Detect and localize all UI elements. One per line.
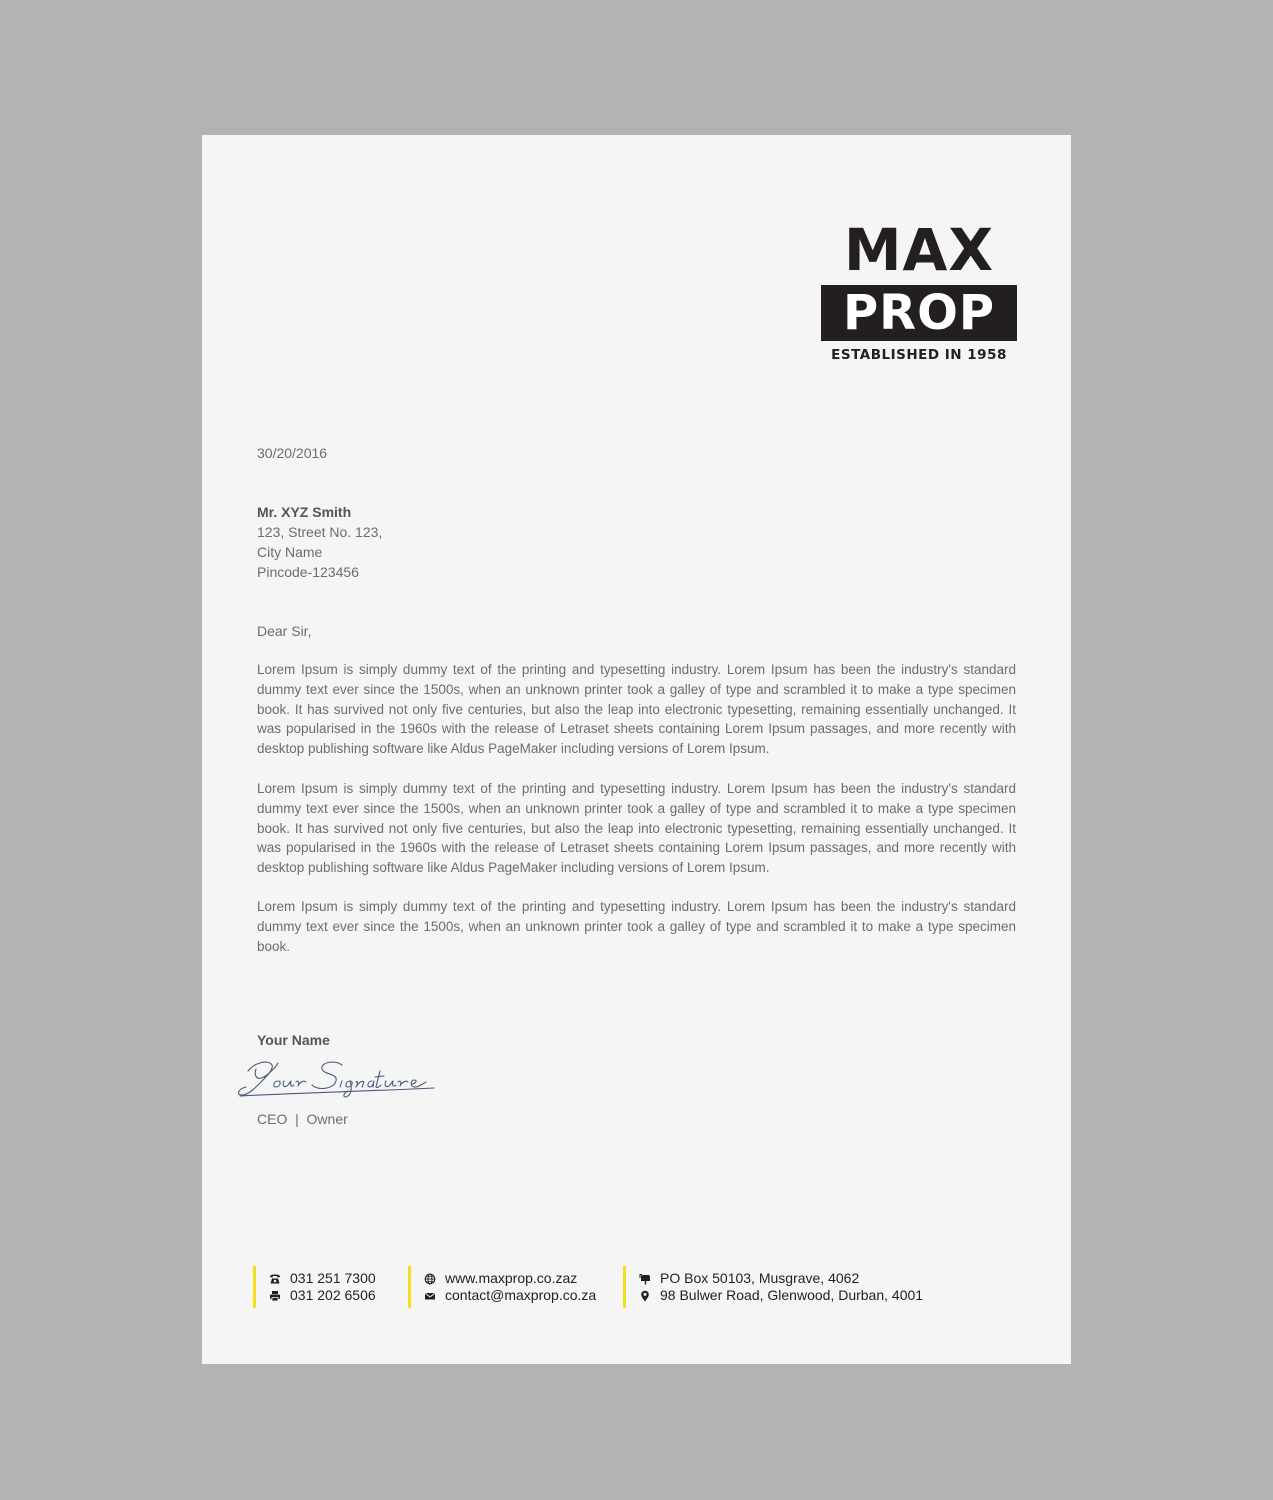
sender-role: CEO | Owner [257,1111,348,1127]
handwritten-signature [234,1055,444,1101]
footer-website [424,1270,596,1287]
footer-po-box [639,1270,923,1287]
footer-street [639,1287,923,1304]
footer-email [424,1287,596,1304]
location-pin-icon [639,1290,651,1302]
footer-web-column [408,1266,596,1308]
footer-phone [269,1270,376,1287]
logo-max-text: MAX [843,216,995,284]
logo-prop-box [821,285,1017,341]
footer-street-text: 98 Bulwer Road, Glenwood, Durban, 4001 [660,1287,924,1303]
logo-tagline: ESTABLISHED IN 1958 [831,347,1007,363]
recipient-name: Mr. XYZ Smith [257,504,352,520]
envelope-icon [424,1290,436,1302]
sender-name: Your Name [257,1032,330,1048]
footer-address-column [623,1266,923,1308]
footer-po-box-text: PO Box 50103, Musgrave, 4062 [660,1270,860,1286]
body-paragraph: Lorem Ipsum is simply dummy text of the printing and typesetting industry. Lorem Ipsum has been the industry's standard dummy text ever since the 1500s, when an unknown printer took a galley of type and scrambled it to make a type specimen book. It has survived not only five centuries, but also the leap into electronic typesetting, remaining essentially unchanged. It was popularised in the 1960s with the release of Letraset sheets containing Lorem Ipsum passages, and more recently with desktop publishing software like Aldus PageMaker including versions of Lorem Ipsum. [257,781,1016,876]
salutation: Dear Sir, [257,623,312,639]
footer-fax-text: 031 202 6506 [290,1287,376,1303]
recipient-street: 123, Street No. 123, [257,524,383,540]
recipient-city: City Name [257,544,323,560]
footer-website-text[interactable]: www.maxprop.co.zaz [445,1270,578,1286]
recipient-pincode: Pincode-123456 [257,564,359,580]
footer-phone-column [253,1266,376,1308]
footer-email-text[interactable]: contact@maxprop.co.za [445,1287,597,1303]
letterhead-page [202,135,1071,1364]
globe-icon [424,1273,436,1285]
footer-fax [269,1287,376,1304]
logo-prop-text: PROP [842,285,996,341]
body-paragraph: Lorem Ipsum is simply dummy text of the printing and typesetting industry. Lorem Ipsum has been the industry's standard dummy text ever since the 1500s, when an unknown printer took a galley of type and scrambled it to make a type specimen book. [257,899,1016,954]
letter-date: 30/20/2016 [257,445,328,461]
mailbox-icon [639,1273,651,1285]
recipient-address [257,502,382,582]
phone-icon [269,1273,281,1285]
footer-phone-text: 031 251 7300 [290,1270,376,1286]
body-paragraph: Lorem Ipsum is simply dummy text of the printing and typesetting industry. Lorem Ipsum has been the industry's standard dummy text ever since the 1500s, when an unknown printer took a galley of type and scrambled it to make a type specimen book. It has survived not only five centuries, but also the leap into electronic typesetting, remaining essentially unchanged. It was popularised in the 1960s with the release of Letraset sheets containing Lorem Ipsum passages, and more recently with desktop publishing software like Aldus PageMaker including versions of Lorem Ipsum. [257,662,1016,757]
maxprop-logo [821,216,1017,364]
printer-icon [269,1290,281,1302]
